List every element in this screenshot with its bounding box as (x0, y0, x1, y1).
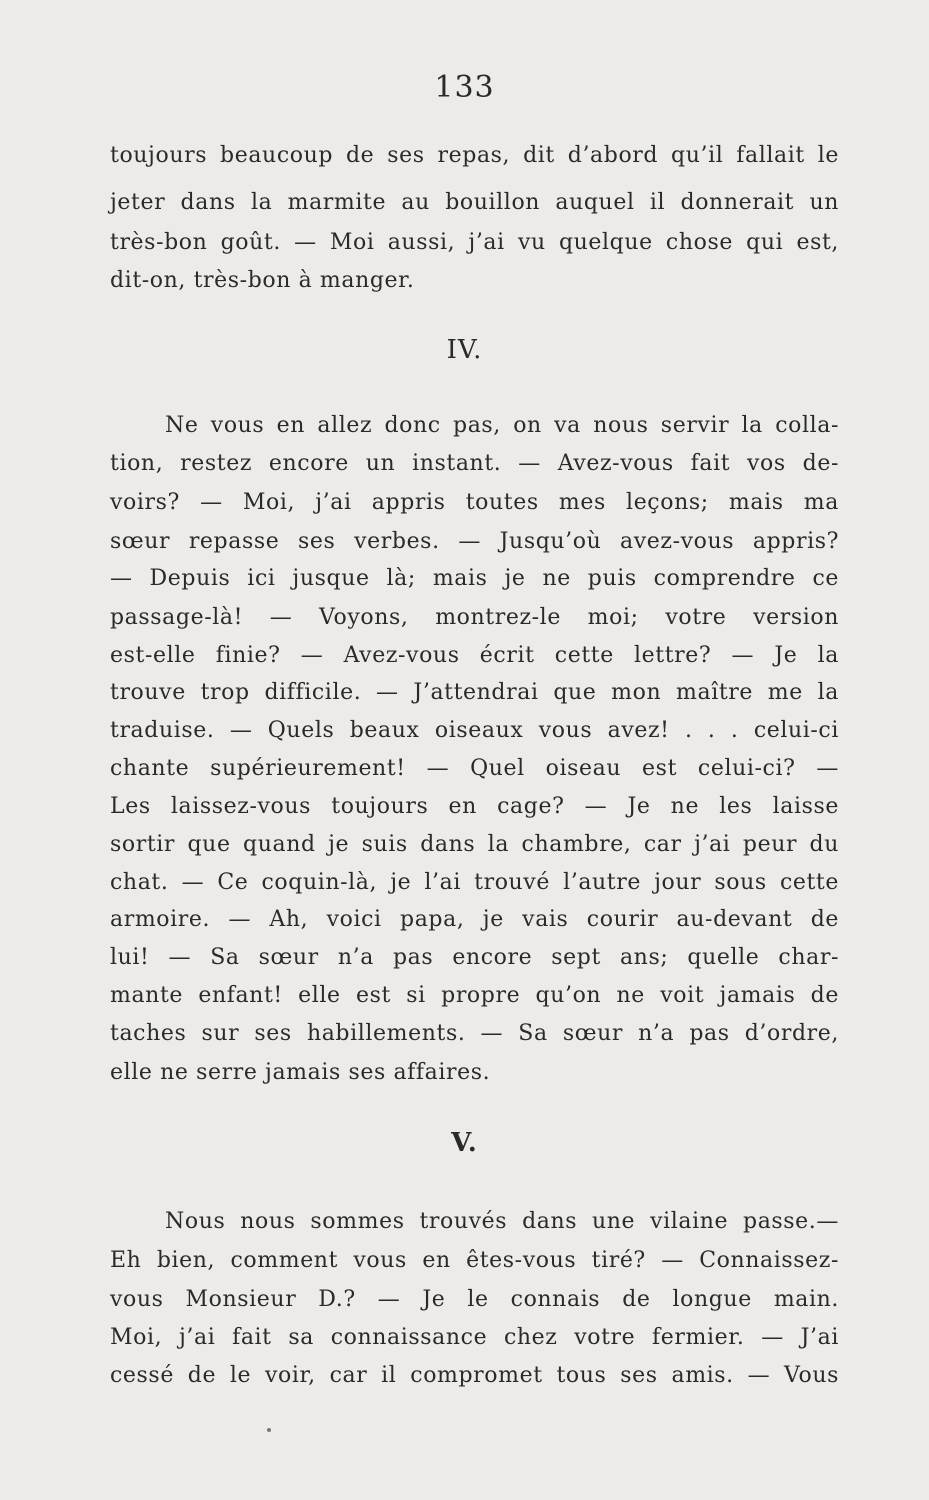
paragraph-line: Nous nous sommes trouvés dans une vilaine passe.— (165, 1209, 839, 1234)
paragraph-line: — Depuis ici jusque là; mais je ne puis comprendre ce (110, 566, 839, 591)
paragraph-line: vous Monsieur D.? — Je le connais de longue main. (110, 1287, 839, 1312)
paragraph-line: sœur repasse ses verbes. — Jusqu’où avez-vous appris? (110, 529, 839, 554)
paragraph-line: est-elle finie? — Avez-vous écrit cette lettre? — Je la (110, 643, 839, 668)
paragraph-line: trouve trop difficile. — J’attendrai que mon maître me la (110, 680, 839, 705)
paragraph-line: jeter dans la marmite au bouillon auquel il donnerait un (110, 190, 839, 215)
paragraph-line: Moi, j’ai fait sa connaissance chez votre fermier. — J’ai (110, 1325, 839, 1350)
page-number: 133 (434, 70, 495, 105)
paragraph-line: sortir que quand je suis dans la chambre, car j’ai peur du (110, 832, 839, 857)
section-heading-iv: IV. (446, 335, 483, 365)
section-heading-v: V. (451, 1128, 478, 1158)
paragraph-line: voirs? — Moi, j’ai appris toutes mes leçons; mais ma (110, 490, 839, 515)
paragraph-line: passage-là! — Voyons, montrez-le moi; votre version (110, 605, 839, 630)
paragraph-line: dit-on, très-bon à manger. (110, 268, 415, 293)
paragraph-line: Eh bien, comment vous en êtes-vous tiré? — Connaissez- (110, 1248, 839, 1273)
paragraph-line: chante supérieurement! — Quel oiseau est celui-ci? — (110, 756, 839, 781)
paragraph-line: lui! — Sa sœur n’a pas encore sept ans; quelle char- (110, 945, 839, 970)
paragraph-line: traduise. — Quels beaux oiseaux vous avez! . . . celui-ci (110, 718, 839, 743)
paragraph-line: taches sur ses habillements. — Sa sœur n’a pas d’ordre, (110, 1021, 839, 1046)
paragraph-line: tion, restez encore un instant. — Avez-vous fait vos de- (110, 451, 839, 476)
paragraph-line: elle ne serre jamais ses affaires. (110, 1060, 491, 1085)
paragraph-line: mante enfant! elle est si propre qu’on ne voit jamais de (110, 983, 839, 1008)
paragraph-line: très-bon goût. — Moi aussi, j’ai vu quelque chose qui est, (110, 230, 839, 255)
paragraph-line: Les laissez-vous toujours en cage? — Je ne les laisse (110, 794, 839, 819)
paragraph-line: Ne vous en allez donc pas, on va nous servir la colla- (165, 413, 839, 438)
paragraph-line: toujours beaucoup de ses repas, dit d’abord qu’il fallait le (110, 143, 839, 168)
paragraph-line: armoire. — Ah, voici papa, je vais courir au-devant de (110, 907, 839, 932)
paragraph-line: chat. — Ce coquin-là, je l’ai trouvé l’autre jour sous cette (110, 870, 839, 895)
ink-speck (267, 1428, 271, 1432)
paragraph-line: cessé de le voir, car il compromet tous ses amis. — Vous (110, 1363, 839, 1388)
